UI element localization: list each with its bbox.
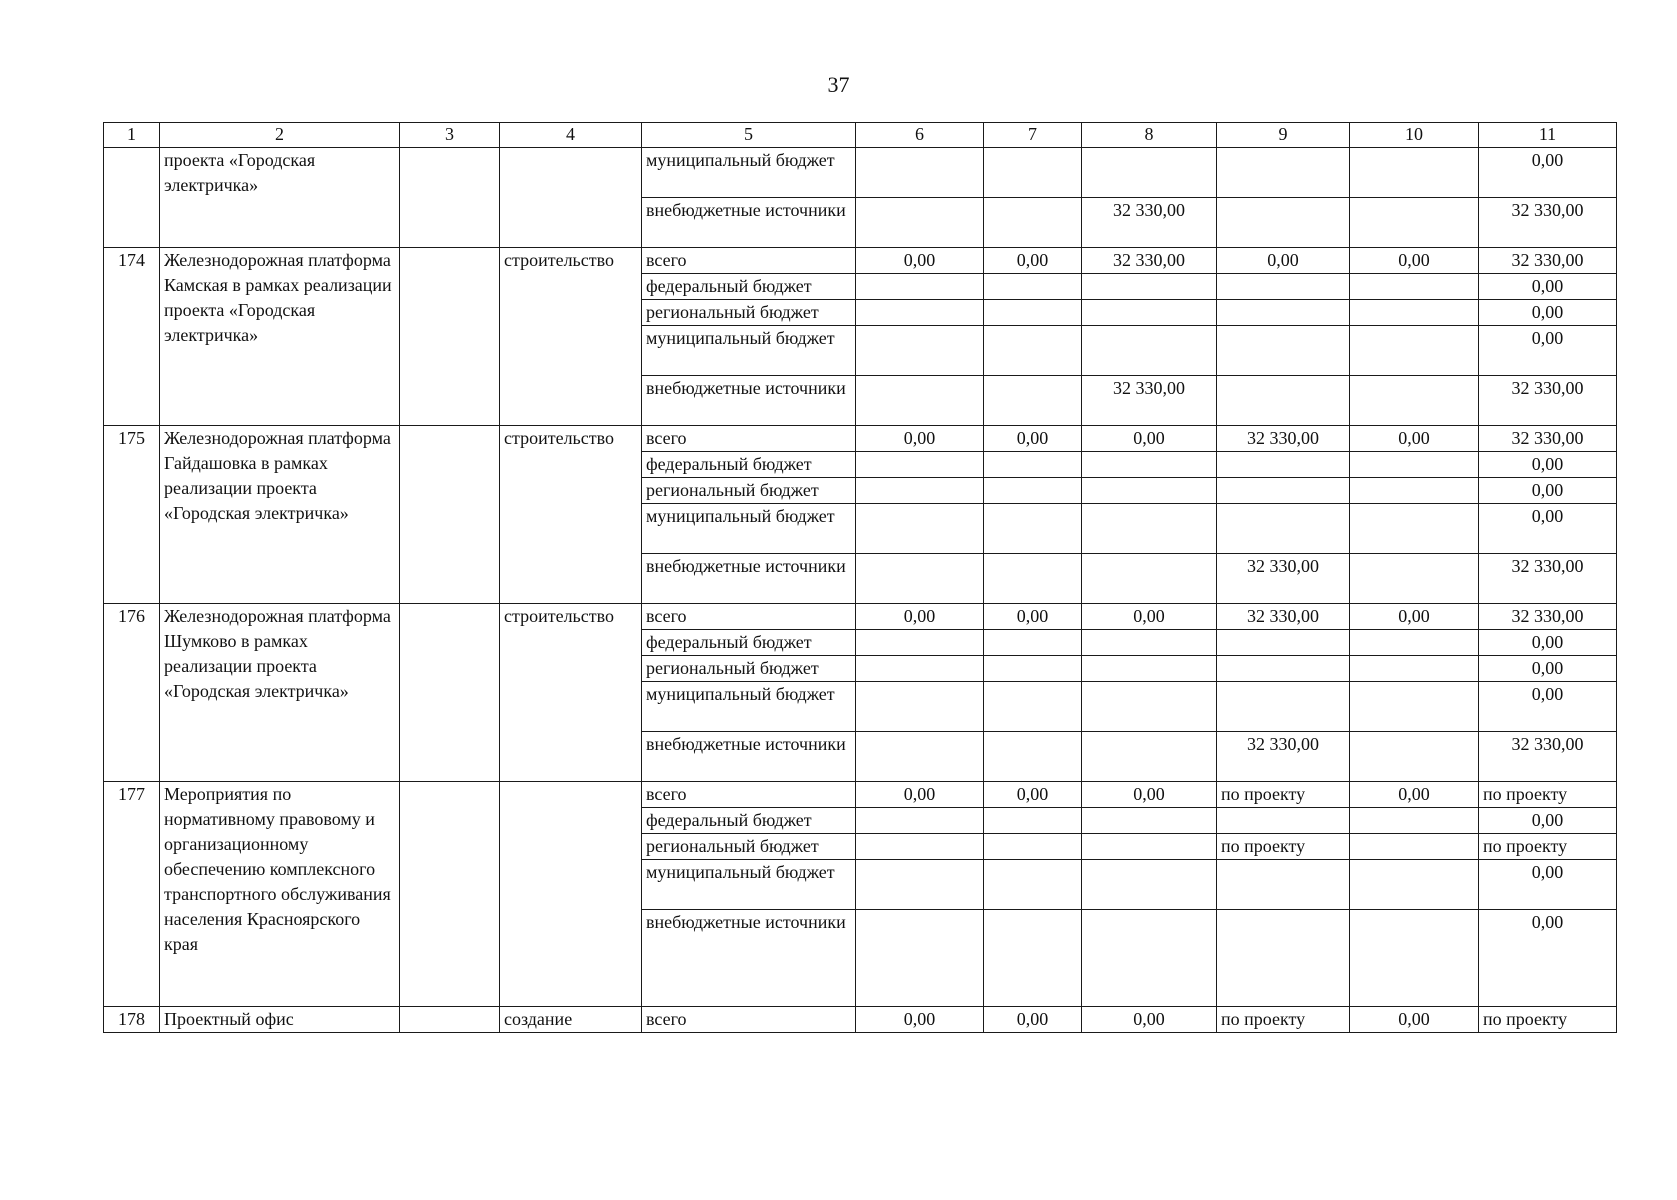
funding-source-cell: муниципальный бюджет xyxy=(642,860,856,910)
value-cell: 0,00 xyxy=(984,604,1082,630)
funding-source-cell: региональный бюджет xyxy=(642,834,856,860)
value-cell xyxy=(1217,860,1350,910)
value-cell xyxy=(984,478,1082,504)
funding-source-cell: региональный бюджет xyxy=(642,478,856,504)
value-cell: 32 330,00 xyxy=(1082,248,1217,274)
value-cell xyxy=(984,326,1082,376)
table-row xyxy=(104,1007,1617,1033)
value-cell xyxy=(984,452,1082,478)
col3-cell xyxy=(400,604,500,782)
value-cell xyxy=(984,808,1082,834)
value-cell xyxy=(1082,732,1217,782)
funding-source-cell: федеральный бюджет xyxy=(642,630,856,656)
table-row xyxy=(104,782,1617,808)
header-cell: 1 xyxy=(104,123,160,148)
value-cell: 0,00 xyxy=(1350,426,1479,452)
funding-source-cell: всего xyxy=(642,248,856,274)
value-cell xyxy=(984,376,1082,426)
value-cell: по проекту xyxy=(1217,1007,1350,1033)
value-cell: 32 330,00 xyxy=(1217,604,1350,630)
table-row xyxy=(104,426,1617,452)
table-row xyxy=(104,148,1617,198)
col3-cell xyxy=(400,782,500,1007)
value-cell xyxy=(1350,910,1479,1007)
value-cell xyxy=(1350,808,1479,834)
value-cell: 0,00 xyxy=(856,248,984,274)
value-cell xyxy=(856,630,984,656)
value-cell xyxy=(1217,376,1350,426)
value-cell xyxy=(856,682,984,732)
funding-source-cell: всего xyxy=(642,604,856,630)
total-cell: 32 330,00 xyxy=(1479,554,1617,604)
value-cell xyxy=(984,300,1082,326)
value-cell: 0,00 xyxy=(1217,248,1350,274)
value-cell xyxy=(1350,554,1479,604)
header-cell: 5 xyxy=(642,123,856,148)
value-cell: 0,00 xyxy=(984,1007,1082,1033)
value-cell: по проекту xyxy=(1217,834,1350,860)
value-cell xyxy=(856,478,984,504)
value-cell xyxy=(1082,910,1217,1007)
item-number-cell: 178 xyxy=(104,1007,160,1033)
item-name-cell: Железнодорожная платформа Гайдашовка в рамках реализации проекта «Городская электричка» xyxy=(160,426,400,604)
funding-source-cell: муниципальный бюджет xyxy=(642,148,856,198)
value-cell xyxy=(984,274,1082,300)
value-cell: 32 330,00 xyxy=(1217,554,1350,604)
value-cell xyxy=(1350,834,1479,860)
funding-source-cell: муниципальный бюджет xyxy=(642,326,856,376)
value-cell: 0,00 xyxy=(1350,1007,1479,1033)
item-number-cell xyxy=(104,148,160,248)
value-cell xyxy=(984,630,1082,656)
work-type-cell: создание xyxy=(500,1007,642,1033)
total-cell: 0,00 xyxy=(1479,808,1617,834)
value-cell xyxy=(856,860,984,910)
value-cell xyxy=(856,834,984,860)
funding-source-cell: региональный бюджет xyxy=(642,656,856,682)
value-cell: 0,00 xyxy=(1350,604,1479,630)
total-cell: 0,00 xyxy=(1479,656,1617,682)
total-cell: 32 330,00 xyxy=(1479,198,1617,248)
funding-source-cell: внебюджетные источники xyxy=(642,198,856,248)
value-cell xyxy=(856,910,984,1007)
value-cell xyxy=(1082,452,1217,478)
header-cell: 8 xyxy=(1082,123,1217,148)
value-cell xyxy=(1350,376,1479,426)
value-cell xyxy=(856,274,984,300)
header-row xyxy=(104,123,1617,148)
header-cell: 9 xyxy=(1217,123,1350,148)
col3-cell xyxy=(400,1007,500,1033)
header-cell: 3 xyxy=(400,123,500,148)
value-cell xyxy=(984,834,1082,860)
value-cell xyxy=(1082,808,1217,834)
total-cell: 0,00 xyxy=(1479,452,1617,478)
value-cell xyxy=(1217,630,1350,656)
item-name-cell: Железнодорожная платформа Камская в рамках реализации проекта «Городская электричка» xyxy=(160,248,400,426)
value-cell xyxy=(984,656,1082,682)
value-cell xyxy=(1082,682,1217,732)
value-cell xyxy=(856,326,984,376)
value-cell xyxy=(1217,274,1350,300)
value-cell: 32 330,00 xyxy=(1082,376,1217,426)
header-cell: 2 xyxy=(160,123,400,148)
value-cell xyxy=(1217,504,1350,554)
value-cell xyxy=(1082,478,1217,504)
col3-cell xyxy=(400,148,500,248)
value-cell xyxy=(984,148,1082,198)
value-cell: 0,00 xyxy=(984,782,1082,808)
value-cell xyxy=(1217,656,1350,682)
funding-source-cell: федеральный бюджет xyxy=(642,808,856,834)
value-cell xyxy=(1350,478,1479,504)
total-cell: по проекту xyxy=(1479,1007,1617,1033)
funding-source-cell: внебюджетные источники xyxy=(642,732,856,782)
value-cell xyxy=(984,910,1082,1007)
value-cell: 0,00 xyxy=(1082,426,1217,452)
value-cell xyxy=(856,808,984,834)
work-type-cell: строительство xyxy=(500,426,642,604)
value-cell xyxy=(1350,300,1479,326)
value-cell xyxy=(1217,478,1350,504)
table-row xyxy=(104,604,1617,630)
item-name-cell: Железнодорожная платформа Шумково в рамках реализации проекта «Городская электричка» xyxy=(160,604,400,782)
total-cell: 0,00 xyxy=(1479,478,1617,504)
value-cell: 0,00 xyxy=(1350,248,1479,274)
total-cell: 0,00 xyxy=(1479,860,1617,910)
value-cell xyxy=(1082,834,1217,860)
value-cell: 0,00 xyxy=(1082,782,1217,808)
total-cell: 32 330,00 xyxy=(1479,376,1617,426)
total-cell: 0,00 xyxy=(1479,148,1617,198)
value-cell xyxy=(1082,554,1217,604)
value-cell xyxy=(856,554,984,604)
value-cell xyxy=(1350,274,1479,300)
value-cell xyxy=(856,198,984,248)
value-cell: 0,00 xyxy=(856,426,984,452)
value-cell xyxy=(856,732,984,782)
value-cell xyxy=(1217,148,1350,198)
work-type-cell xyxy=(500,782,642,1007)
funding-source-cell: внебюджетные источники xyxy=(642,910,856,1007)
budget-table xyxy=(103,122,1617,1033)
total-cell: по проекту xyxy=(1479,834,1617,860)
value-cell xyxy=(1350,656,1479,682)
total-cell: 0,00 xyxy=(1479,682,1617,732)
value-cell: 32 330,00 xyxy=(1082,198,1217,248)
value-cell xyxy=(856,376,984,426)
value-cell xyxy=(856,300,984,326)
value-cell xyxy=(856,452,984,478)
funding-source-cell: региональный бюджет xyxy=(642,300,856,326)
value-cell xyxy=(1217,682,1350,732)
funding-source-cell: внебюджетные источники xyxy=(642,554,856,604)
funding-source-cell: муниципальный бюджет xyxy=(642,682,856,732)
item-name-cell: проекта «Городская электричка» xyxy=(160,148,400,248)
value-cell xyxy=(984,554,1082,604)
value-cell: 0,00 xyxy=(1350,782,1479,808)
value-cell xyxy=(1217,198,1350,248)
total-cell: 32 330,00 xyxy=(1479,426,1617,452)
header-cell: 4 xyxy=(500,123,642,148)
total-cell: 32 330,00 xyxy=(1479,604,1617,630)
header-cell: 7 xyxy=(984,123,1082,148)
value-cell xyxy=(1082,326,1217,376)
table-row xyxy=(104,248,1617,274)
value-cell: 32 330,00 xyxy=(1217,732,1350,782)
value-cell: 0,00 xyxy=(1082,1007,1217,1033)
value-cell: 0,00 xyxy=(1082,604,1217,630)
funding-source-cell: федеральный бюджет xyxy=(642,274,856,300)
value-cell xyxy=(1350,198,1479,248)
funding-source-cell: всего xyxy=(642,782,856,808)
col3-cell xyxy=(400,426,500,604)
item-number-cell: 176 xyxy=(104,604,160,782)
header-cell: 10 xyxy=(1350,123,1479,148)
total-cell: 0,00 xyxy=(1479,504,1617,554)
funding-source-cell: муниципальный бюджет xyxy=(642,504,856,554)
total-cell: 0,00 xyxy=(1479,326,1617,376)
value-cell xyxy=(984,504,1082,554)
value-cell xyxy=(856,504,984,554)
value-cell xyxy=(1217,300,1350,326)
page-number: 37 xyxy=(827,72,850,97)
value-cell xyxy=(856,148,984,198)
value-cell xyxy=(984,860,1082,910)
value-cell xyxy=(1217,452,1350,478)
work-type-cell: строительство xyxy=(500,604,642,782)
value-cell xyxy=(1350,452,1479,478)
value-cell xyxy=(1350,504,1479,554)
value-cell xyxy=(1082,630,1217,656)
value-cell xyxy=(1350,326,1479,376)
value-cell: 32 330,00 xyxy=(1217,426,1350,452)
value-cell xyxy=(1082,656,1217,682)
header-cell: 6 xyxy=(856,123,984,148)
value-cell xyxy=(1082,300,1217,326)
total-cell: 32 330,00 xyxy=(1479,248,1617,274)
value-cell xyxy=(1350,860,1479,910)
value-cell xyxy=(856,656,984,682)
value-cell: 0,00 xyxy=(856,604,984,630)
value-cell: 0,00 xyxy=(984,426,1082,452)
value-cell: 0,00 xyxy=(984,248,1082,274)
header-cell: 11 xyxy=(1479,123,1617,148)
value-cell xyxy=(1350,630,1479,656)
total-cell: 0,00 xyxy=(1479,300,1617,326)
item-number-cell: 175 xyxy=(104,426,160,604)
funding-source-cell: федеральный бюджет xyxy=(642,452,856,478)
funding-source-cell: всего xyxy=(642,426,856,452)
value-cell: по проекту xyxy=(1217,782,1350,808)
funding-source-cell: внебюджетные источники xyxy=(642,376,856,426)
item-number-cell: 174 xyxy=(104,248,160,426)
value-cell xyxy=(1217,910,1350,1007)
total-cell: 0,00 xyxy=(1479,910,1617,1007)
value-cell xyxy=(1082,504,1217,554)
item-number-cell: 177 xyxy=(104,782,160,1007)
value-cell xyxy=(1217,808,1350,834)
value-cell xyxy=(1082,860,1217,910)
total-cell: 0,00 xyxy=(1479,274,1617,300)
col3-cell xyxy=(400,248,500,426)
work-type-cell: строительство xyxy=(500,248,642,426)
funding-source-cell: всего xyxy=(642,1007,856,1033)
value-cell xyxy=(1350,732,1479,782)
value-cell: 0,00 xyxy=(856,782,984,808)
work-type-cell xyxy=(500,148,642,248)
value-cell xyxy=(1217,326,1350,376)
value-cell xyxy=(984,732,1082,782)
value-cell xyxy=(984,682,1082,732)
item-name-cell: Проектный офис xyxy=(160,1007,400,1033)
total-cell: по проекту xyxy=(1479,782,1617,808)
total-cell: 0,00 xyxy=(1479,630,1617,656)
value-cell xyxy=(1350,148,1479,198)
value-cell xyxy=(1082,274,1217,300)
value-cell: 0,00 xyxy=(856,1007,984,1033)
value-cell xyxy=(1350,682,1479,732)
total-cell: 32 330,00 xyxy=(1479,732,1617,782)
item-name-cell: Мероприятия по нормативному правовому и организационному обеспечению комплексного транспортного обслуживания населения Красноярского края xyxy=(160,782,400,1007)
value-cell xyxy=(984,198,1082,248)
value-cell xyxy=(1082,148,1217,198)
